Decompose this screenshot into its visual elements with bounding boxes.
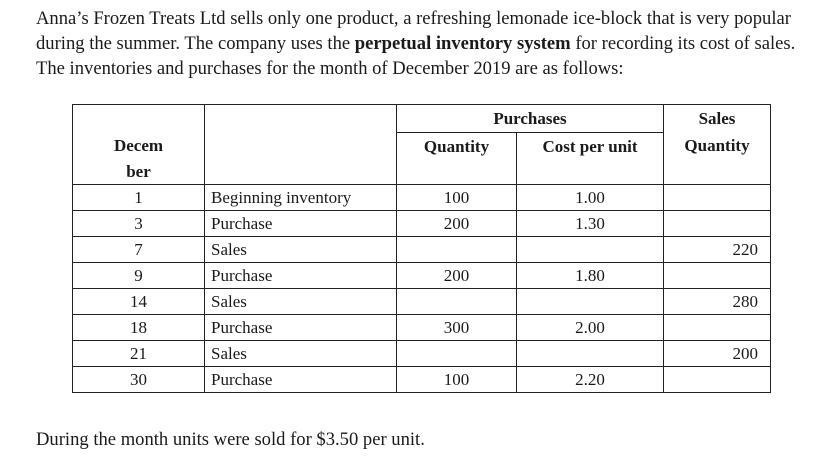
- day-cell: 18: [73, 315, 205, 341]
- table-header-row-1: [73, 105, 771, 133]
- quantity-header: Quantity: [397, 133, 517, 160]
- day-cell: 14: [73, 289, 205, 315]
- day-cell: 3: [73, 211, 205, 237]
- description-cell: Beginning inventory: [205, 185, 397, 211]
- description-cell: Purchase: [205, 211, 397, 237]
- day-cell: 1: [73, 185, 205, 211]
- cost-cell: [517, 237, 664, 263]
- quantity-cell: 200: [397, 263, 517, 289]
- day-cell: 7: [73, 237, 205, 263]
- quantity-cell: 100: [397, 185, 517, 211]
- inventory-table: [72, 104, 771, 393]
- description-cell: Sales: [205, 237, 397, 263]
- sales-cell: 280: [664, 289, 771, 315]
- sales-cell: [664, 185, 771, 211]
- cost-cell: 1.00: [517, 185, 664, 211]
- date-header-cont: ber: [73, 159, 205, 185]
- cost-cell: [517, 341, 664, 367]
- sales-cell: [664, 315, 771, 341]
- description-cell: Purchase: [205, 263, 397, 289]
- sales-header: Sales: [664, 105, 771, 133]
- description-cell: Purchase: [205, 315, 397, 341]
- cost-cell: [517, 289, 664, 315]
- table-row: [73, 263, 771, 289]
- sales-cell: 220: [664, 237, 771, 263]
- intro-text-1: Anna’s Frozen Treats Ltd sells only one product, a refreshing lemonade ice-block that is very popular during the summer. The company uses the: [36, 8, 791, 54]
- purchases-header: Purchases: [397, 105, 664, 133]
- description-cell: Sales: [205, 289, 397, 315]
- table-row: [73, 315, 771, 341]
- quantity-cell: 100: [397, 367, 517, 393]
- footer-note: During the month units were sold for $3.50 per unit.: [36, 429, 425, 450]
- table-row: [73, 211, 771, 237]
- intro-bold-term: perpetual inventory system: [354, 33, 571, 54]
- intro-text-2: for recording its cost of sales. The inventories and purchases for the month of December 2019 are as follows:: [36, 33, 796, 79]
- date-header: Decem: [73, 133, 205, 160]
- quantity-cell: [397, 341, 517, 367]
- table-row: [73, 185, 771, 211]
- day-cell: 9: [73, 263, 205, 289]
- quantity-cell: 200: [397, 211, 517, 237]
- description-cell: Sales: [205, 341, 397, 367]
- intro-paragraph: [36, 6, 826, 81]
- day-cell: 30: [73, 367, 205, 393]
- table-row: [73, 341, 771, 367]
- cost-cell: 2.20: [517, 367, 664, 393]
- quantity-cell: [397, 289, 517, 315]
- quantity-cell: [397, 237, 517, 263]
- table-header-row-2: [73, 133, 771, 160]
- quantity-cell: 300: [397, 315, 517, 341]
- table-row: [73, 367, 771, 393]
- day-cell: 21: [73, 341, 205, 367]
- table-row: [73, 237, 771, 263]
- table-header-row-3: [73, 159, 771, 185]
- description-cell: Purchase: [205, 367, 397, 393]
- cost-cell: 1.30: [517, 211, 664, 237]
- cost-cell: 1.80: [517, 263, 664, 289]
- sales-cell: [664, 367, 771, 393]
- table-row: [73, 289, 771, 315]
- cost-per-unit-header: Cost per unit: [517, 133, 664, 160]
- cost-cell: 2.00: [517, 315, 664, 341]
- sales-cell: 200: [664, 341, 771, 367]
- sales-cell: [664, 211, 771, 237]
- sales-cell: [664, 263, 771, 289]
- sales-quantity-header: Quantity: [664, 133, 771, 160]
